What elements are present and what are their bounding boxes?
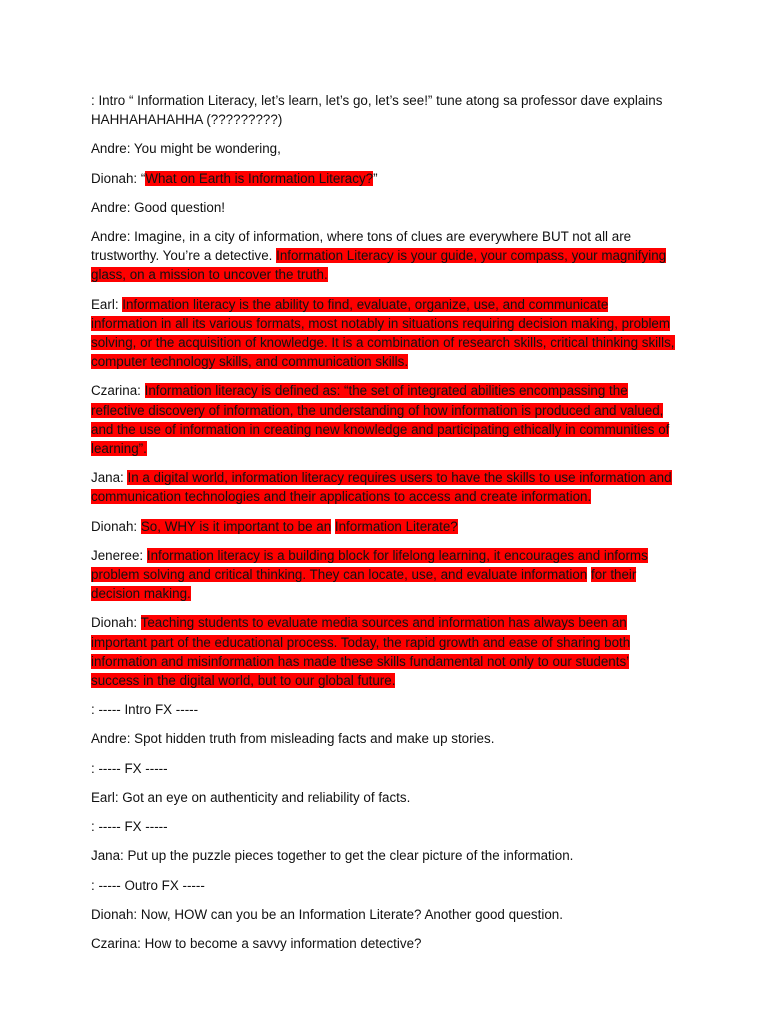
- script-paragraph: [91, 934, 678, 953]
- body-text: Andre: You might be wondering,: [91, 141, 281, 157]
- body-text: Andre: Spot hidden truth from misleading facts and make up stories.: [91, 731, 495, 747]
- script-paragraph: [91, 729, 678, 748]
- body-text: Earl:: [91, 296, 123, 312]
- body-text: Dionah: “: [91, 170, 146, 186]
- script-paragraph: [91, 139, 678, 158]
- highlighted-text: Information literacy is a building block for lifelong learning, it encourages and informs problem solving and critical thinking. They can locate, use, and evaluate information: [91, 547, 648, 583]
- script-paragraph: [91, 546, 678, 604]
- script-paragraph: [91, 817, 678, 836]
- script-paragraph: [91, 517, 678, 536]
- highlighted-text: In a digital world, information literacy requires users to have the skills to use information and communication technologies and their applications to access and create information.: [91, 470, 672, 505]
- script-paragraph: [91, 905, 678, 924]
- body-text: : Intro “ Information Literacy, let’s learn, let’s go, let’s see!” tune atong sa professor dave explains HAHHAHAHAHHA (?????????): [91, 93, 663, 128]
- highlighted-text: Information literacy is defined as: “the set of integrated abilities encompassing the reflective discovery of information, the understanding of how information is produced and valued, and the use of information in creating new knowledge and participating ethically in communities of learning”.: [91, 383, 670, 457]
- body-text: Andre: Good question!: [91, 199, 225, 215]
- body-text: : ----- FX -----: [91, 760, 168, 776]
- script-paragraph: [91, 169, 678, 188]
- highlighted-text: for their decision making.: [91, 567, 637, 602]
- highlighted-text: Information Literate?: [334, 518, 458, 534]
- highlighted-text: What on Earth is Information Literacy?: [145, 170, 374, 186]
- body-text: Czarina: How to become a savvy information detective?: [91, 935, 422, 951]
- body-text: Dionah:: [91, 615, 141, 631]
- body-text: Czarina:: [91, 383, 145, 399]
- script-paragraph: [91, 876, 678, 895]
- highlighted-text: Information literacy is the ability to find, evaluate, organize, use, and communicate information in all its various formats, most notably in situations requiring decision making, problem solving, or the acquisition of knowledge. It is a combination of research skills, critical thinking skills, computer technology skills, and communication skills.: [91, 296, 675, 370]
- script-paragraph: [91, 468, 678, 506]
- script-paragraph: [91, 613, 678, 690]
- body-text: Jeneree:: [91, 547, 147, 563]
- script-paragraph: [91, 788, 678, 807]
- script-paragraph: [91, 198, 678, 217]
- highlighted-text: So, WHY is it important to be an: [140, 518, 332, 534]
- body-text: Andre: Imagine, in a city of information, where tons of clues are everywhere BUT not all are trustworthy. You’re a detective.: [91, 229, 632, 264]
- body-text: Dionah:: [91, 518, 141, 534]
- body-text: Dionah: Now, HOW can you be an Information Literate? Another good question.: [91, 906, 563, 922]
- document-body: [91, 91, 678, 953]
- script-paragraph: [91, 91, 678, 129]
- script-paragraph: [91, 381, 678, 458]
- highlighted-text: Information Literacy is your guide, your compass, your magnifying glass, on a mission to uncover the truth.: [91, 248, 667, 283]
- body-text: ”: [373, 170, 378, 186]
- body-text: Earl: Got an eye on authenticity and reliability of facts.: [91, 789, 411, 805]
- script-paragraph: [91, 227, 678, 285]
- body-text: Jana: Put up the puzzle pieces together to get the clear picture of the information.: [91, 848, 574, 864]
- script-paragraph: [91, 700, 678, 719]
- script-paragraph: [91, 759, 678, 778]
- script-paragraph: [91, 846, 678, 865]
- body-text: : ----- Intro FX -----: [91, 702, 199, 718]
- body-text: : ----- Outro FX -----: [91, 877, 205, 893]
- body-text: Jana:: [91, 470, 128, 486]
- highlighted-text: Teaching students to evaluate media sources and information has always been an important part of the educational process. Today, the rapid growth and ease of sharing both information and misinformation has made these skills fundamental not only to our students’ success in the digital world, but to our global future.: [91, 615, 631, 689]
- script-paragraph: [91, 295, 678, 372]
- body-text: : ----- FX -----: [91, 819, 168, 835]
